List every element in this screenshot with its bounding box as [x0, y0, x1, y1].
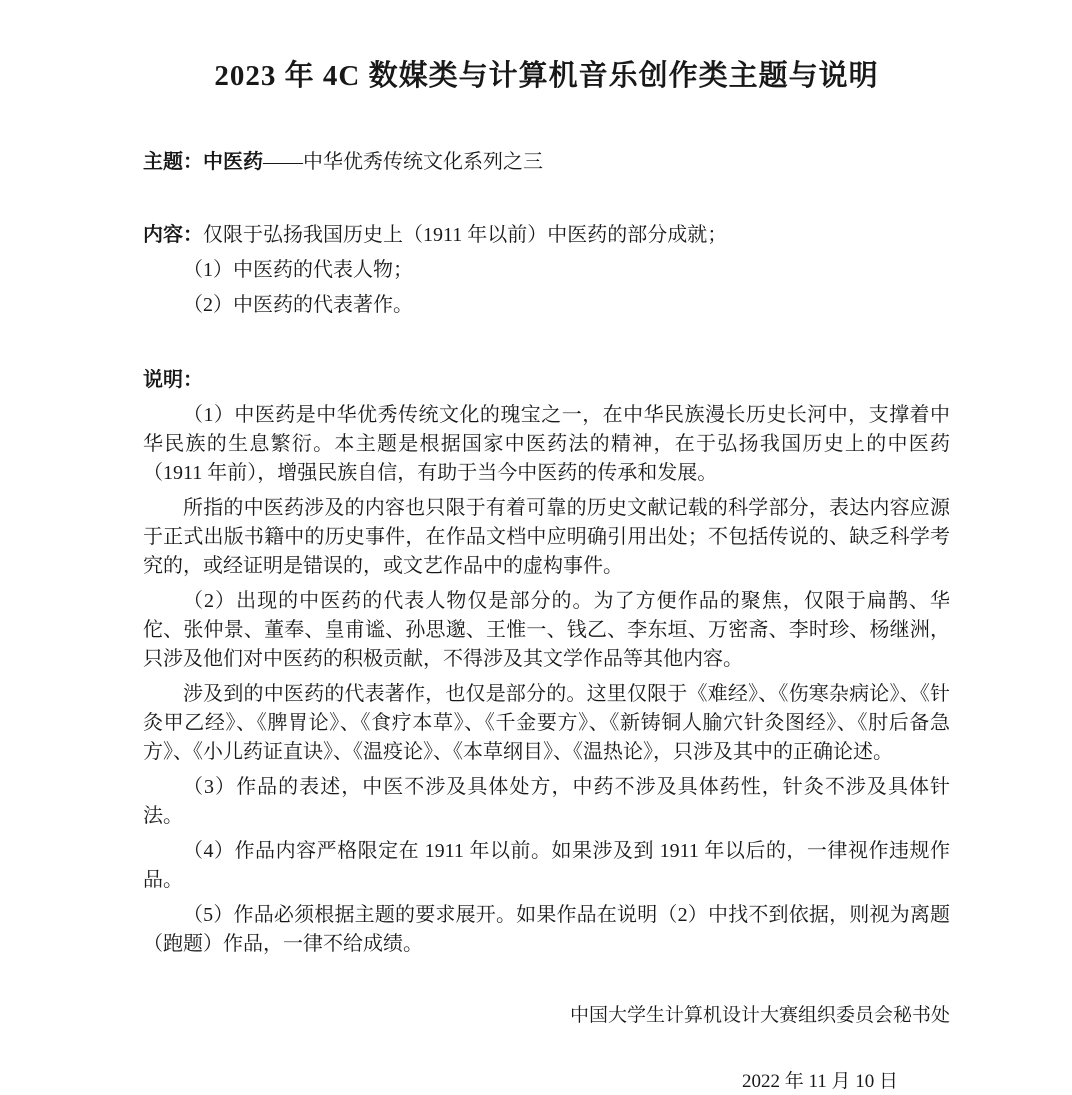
signature-line: 中国大学生计算机设计大赛组织委员会秘书处: [569, 1005, 950, 1026]
content-line: [143, 221, 950, 250]
note-paragraph-1: （1）中医药是中华优秀传统文化的瑰宝之一，在中华民族漫长历史长河中，支撑着中华民族的生息繁衍。本主题是根据国家中医药法的精神，在于弘扬我国历史上的中医药（1911 年前），增强民族自信，有助于当今中医药的传承和发展。: [143, 404, 950, 484]
date-line: 2022 年 11 月 10 日: [741, 1071, 898, 1092]
note-paragraph-5: （3）作品的表述，中医不涉及具体处方，中药不涉及具体药性，针灸不涉及具体针法。: [143, 776, 950, 827]
theme-text: ——中华优秀传统文化系列之三: [263, 151, 543, 173]
content-item-1: （1）中医药的代表人物；: [183, 259, 413, 281]
note-paragraph-3: （2）出现的中医药的代表人物仅是部分的。为了方便作品的聚焦，仅限于扁鹊、华佗、张仲景、董奉、皇甫谧、孙思邈、王惟一、钱乙、李东垣、万密斋、李时珍、杨继洲，只涉及他们对中医药的积极贡献，不得涉及其文学作品等其他内容。: [143, 590, 950, 670]
content-label: 内容：: [143, 224, 203, 246]
theme-label: 主题：中医药: [143, 151, 263, 173]
note-paragraph-6: （4）作品内容严格限定在 1911 年以前。如果涉及到 1911 年以后的，一律视作违规作品。: [143, 840, 950, 891]
note-paragraph-7: （5）作品必须根据主题的要求展开。如果作品在说明（2）中找不到依据，则视为离题（跑题）作品，一律不给成绩。: [143, 904, 950, 955]
note-paragraph-4: 涉及到的中医药的代表著作，也仅是部分的。这里仅限于《难经》、《伤寒杂病论》、《针灸甲乙经》、《脾胃论》、《食疗本草》、《千金要方》、《新铸铜人腧穴针灸图经》、《肘后备急方》、《小儿药证直诀》、《温疫论》、《本草纲目》、《温热论》，只涉及其中的正确论述。: [143, 683, 950, 763]
content-intro: 仅限于弘扬我国历史上（1911 年以前）中医药的部分成就；: [203, 224, 728, 246]
notes-label: 说明：: [143, 369, 203, 391]
note-paragraph-2: 所指的中医药涉及的内容也只限于有着可靠的历史文献记载的科学部分，表达内容应源于正式出版书籍中的历史事件，在作品文档中应明确引用出处；不包括传说的、缺乏科学考究的，或经证明是错误的，或文艺作品中的虚构事件。: [143, 497, 950, 577]
document-title: 2023 年 4C 数媒类与计算机音乐创作类主题与说明: [214, 60, 879, 92]
theme-line: [143, 148, 950, 177]
content-item-2: （2）中医药的代表著作。: [183, 294, 413, 316]
